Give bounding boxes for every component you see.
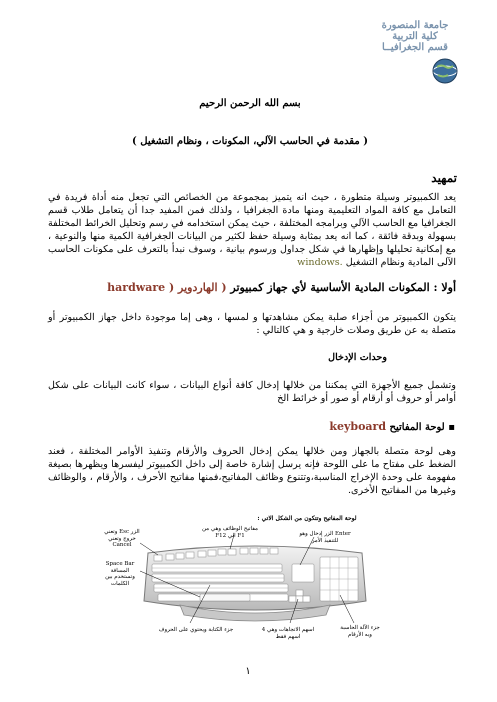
space-bar-label: Space Bar المسافة وتستخدم بين الكلمات (105, 561, 135, 587)
section-hardware-english: hardware ) (107, 281, 175, 294)
globe-icon (430, 56, 460, 86)
keyboard-heading-arabic: لوحة المفاتيح (389, 422, 445, 433)
intro-paragraph-text: يعد الكمبيوتر وسيلة متطورة ، حيث انه يتميز بمجموعة من الخصائص التي تجعل منه أداة فريدة في التعامل مع كافة المواد التعليمية ومنها مادة الجغرافيا ، ولذلك فمن المفيد جدا أن يتعامل طلاب قسم الجغرافيا مع الحاسب الآلي وبرامجه المختلفة ، حيث يمكن استخدامه في رسم وتحليل الخرائط المختلفة بسهولة وبدقة فائقة ، كما انه يعد بمثابة وسيلة حفظ لكثير من البيانات الجغرافية الكمية منها والنوعية ، مع إمكانية تحليلها وإظهارها في شكل جداول ورسوم بيانية ، وسوف نبدأ بالتعرف على مكونات الحاسب الآلى المادية ونظام التشغيل (48, 192, 456, 268)
keyboard-heading-english: keyboard (329, 420, 387, 433)
intro-heading: تمهيد (431, 171, 457, 185)
letters-section-label: جزء الكتابة ويحتوي على الحروف (158, 627, 234, 633)
keyboard-figure (100, 515, 400, 655)
section-hardware-prefix: أولا : المكونات المادية الأساسية لأي جهاز كمبيوتر (230, 281, 456, 294)
logo-line-1: جامعة المنصورة (381, 20, 449, 31)
basmala: بسم الله الرحمن الرحيم (199, 98, 301, 109)
logo-line-3: قسم الجغرافيــا (382, 42, 448, 53)
bullet-icon: ▪ (448, 422, 455, 433)
page-number: ١ (245, 666, 251, 677)
input-units-paragraph: وتشمل جميع الأجهزة التي يمكننا من خلالها إدخال كافة أنواع البيانات ، سواء كانت البيانات على شكل أوامر أو حروف أو أرقام أو صور أو خرائط الخ (48, 380, 456, 404)
function-keys-label: مفاتيح الوظائف وهي من F1 الي F12 (202, 526, 258, 539)
document-subtitle: ( مقدمة في الحاسب الآلي، المكونات ، ونظام التشغيل ) (132, 136, 368, 147)
keyboard-paragraph: وهى لوحة متصلة بالجهاز ومن خلالها يمكن إدخال الحروف والأرقام وتنفيذ الأوامر المختلفة ، فعند الضغط على مفتاح ما على اللوحة فإنه يرسل إشارة خاصة إلى داخل الكمبيوتر ليفسرها ويظهرها بصيغة مفهومة على وحدة الإخراج المناسبة،وتتنوع وظائف المفاتيح،فمنها مفاتيح الأحرف ، والأرقام ، والوظائف وغيرها من المفاتيح الأخرى. (48, 446, 456, 496)
keyboard-illustration (140, 535, 370, 623)
intro-paragraph (48, 191, 456, 269)
numpad-label: جزء الآلة الحاسبة وبه الأرقام (340, 625, 380, 638)
university-logo-text (355, 20, 475, 53)
input-units-heading: وحدات الإدخال (328, 352, 387, 363)
esc-key-label: الزر Esc وتعني خروج وتعني Cancel (104, 529, 140, 548)
section-hardware-heading (60, 281, 456, 294)
enter-key-label: Enter الزر إدخال وهو للتنفيذ الأمر (299, 531, 351, 544)
keyboard-heading (205, 420, 455, 433)
figure-title: لوحة المفاتيح وتتكون من الشكل الاتي : (257, 515, 357, 522)
hardware-paragraph: يتكون الكمبيوتر من أجزاء صلبة يمكن مشاهدتها و لمسها ، وهى إما موجودة داخل جهاز الكمبيوتر أو متصلة به عن طريق وصلات خارجية و هي كالتالي : (48, 312, 456, 336)
section-hardware-arabic: ( الهاردوير (178, 281, 227, 294)
windows-term: windows. (297, 257, 343, 268)
arrow-keys-label: اسهم الاتجاهات وهي 4 اسهم فقط (261, 627, 315, 640)
logo-line-2: كلية التربية (392, 31, 438, 42)
